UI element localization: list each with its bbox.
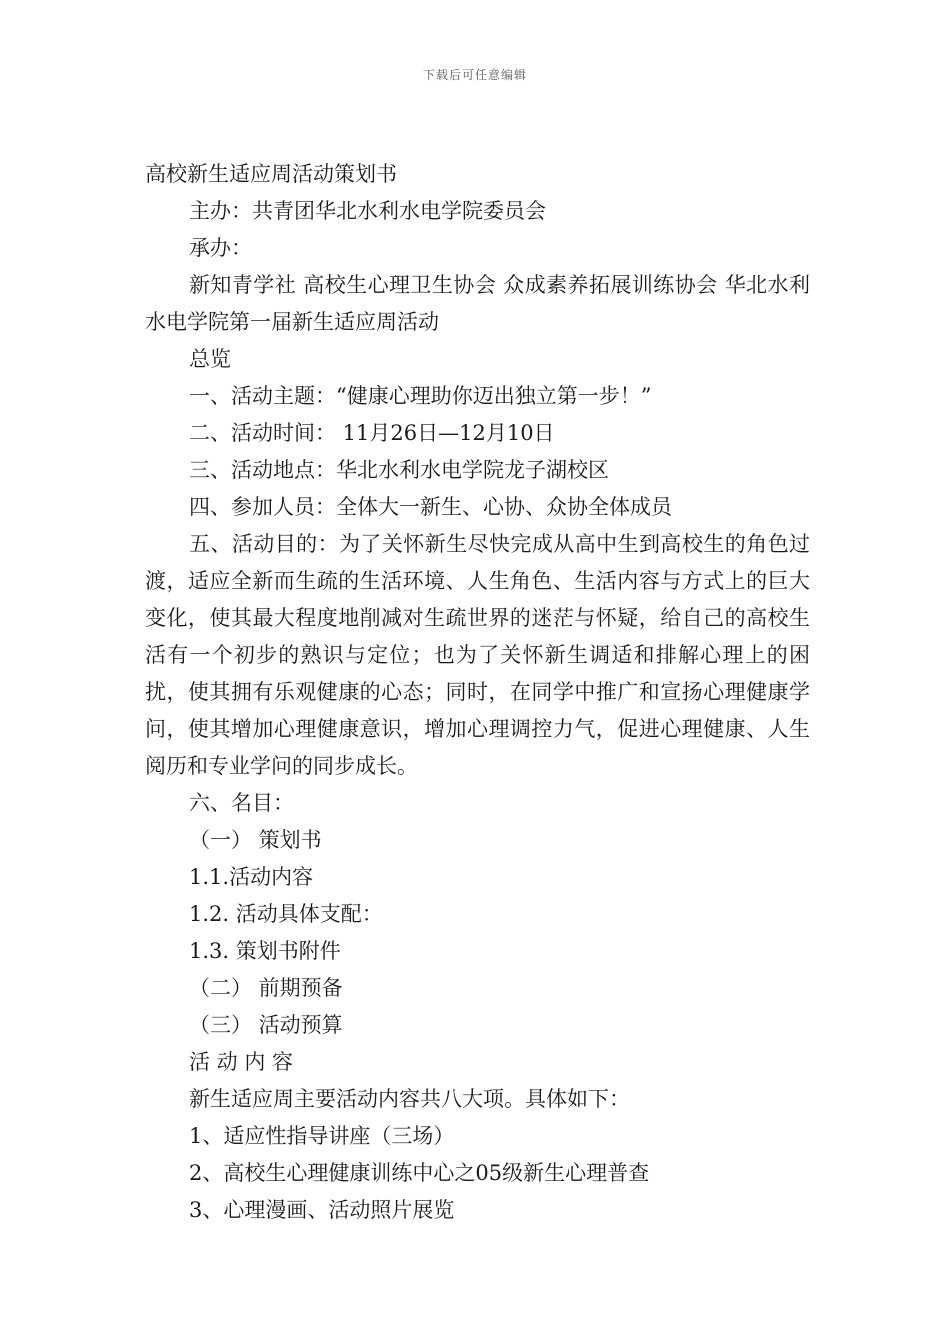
catalog-part2: （二） 前期预备 [189,976,343,1000]
activity-item: 1、适应性指导讲座（三场） [189,1124,455,1148]
content-intro: 新生适应周主要活动内容共八大项。具体如下： [189,1087,630,1111]
document-body [145,156,810,1229]
activity-item: 2、高校生心理健康训练中心之05级新生心理普查 [189,1161,650,1185]
content-heading: 活 动 内 容 [189,1050,294,1074]
catalog-sub1: 1.1.活动内容 [189,865,314,889]
item-catalog: 六、名目： [189,791,294,815]
overview-heading: 总览 [189,347,231,371]
document-title: 高校新生适应周活动策划书 [145,162,397,186]
catalog-sub3: 1.3. 策划书附件 [189,939,341,963]
activity-item: 3、心理漫画、活动照片展览 [189,1198,455,1222]
organizer-line: 主办：共青团华北水利水电学院委员会 [189,199,546,223]
catalog-sub2: 1.2. 活动具体支配： [189,902,383,926]
co-organizer-label: 承办： [189,236,252,260]
catalog-part3: （三） 活动预算 [189,1013,343,1037]
co-organizer-text: 新知青学社 高校生心理卫生协会 众成素养拓展训练协会 华北水利水电学院第一届新生适应周活动 [145,273,810,334]
item-time: 二、活动时间： 11月26日—12月10日 [189,421,555,445]
item-participants: 四、参加人员：全体大一新生、心协、众协全体成员 [189,495,672,519]
item-purpose: 五、活动目的：为了关怀新生尽快完成从高中生到高校生的角色过渡，适应全新而生疏的生活环境、人生角色、生活内容与方式上的巨大变化，使其最大程度地削减对生疏世界的迷茫与怀疑，给自己的高校生活有一个初步的熟识与定位；也为了关怀新生调适和排解心理上的困扰，使其拥有乐观健康的心态；同时，在同学中推广和宣扬心理健康学问，使其增加心理健康意识，增加心理调控力气，促进心理健康、人生阅历和专业学问的同步成长。 [145,532,810,778]
item-theme: 一、活动主题：“健康心理助你迈出独立第一步！” [189,384,652,408]
catalog-part1: （一） 策划书 [189,828,322,852]
header-note: 下载后可任意编辑 [422,68,527,82]
item-place: 三、活动地点：华北水利水电学院龙子湖校区 [189,458,609,482]
